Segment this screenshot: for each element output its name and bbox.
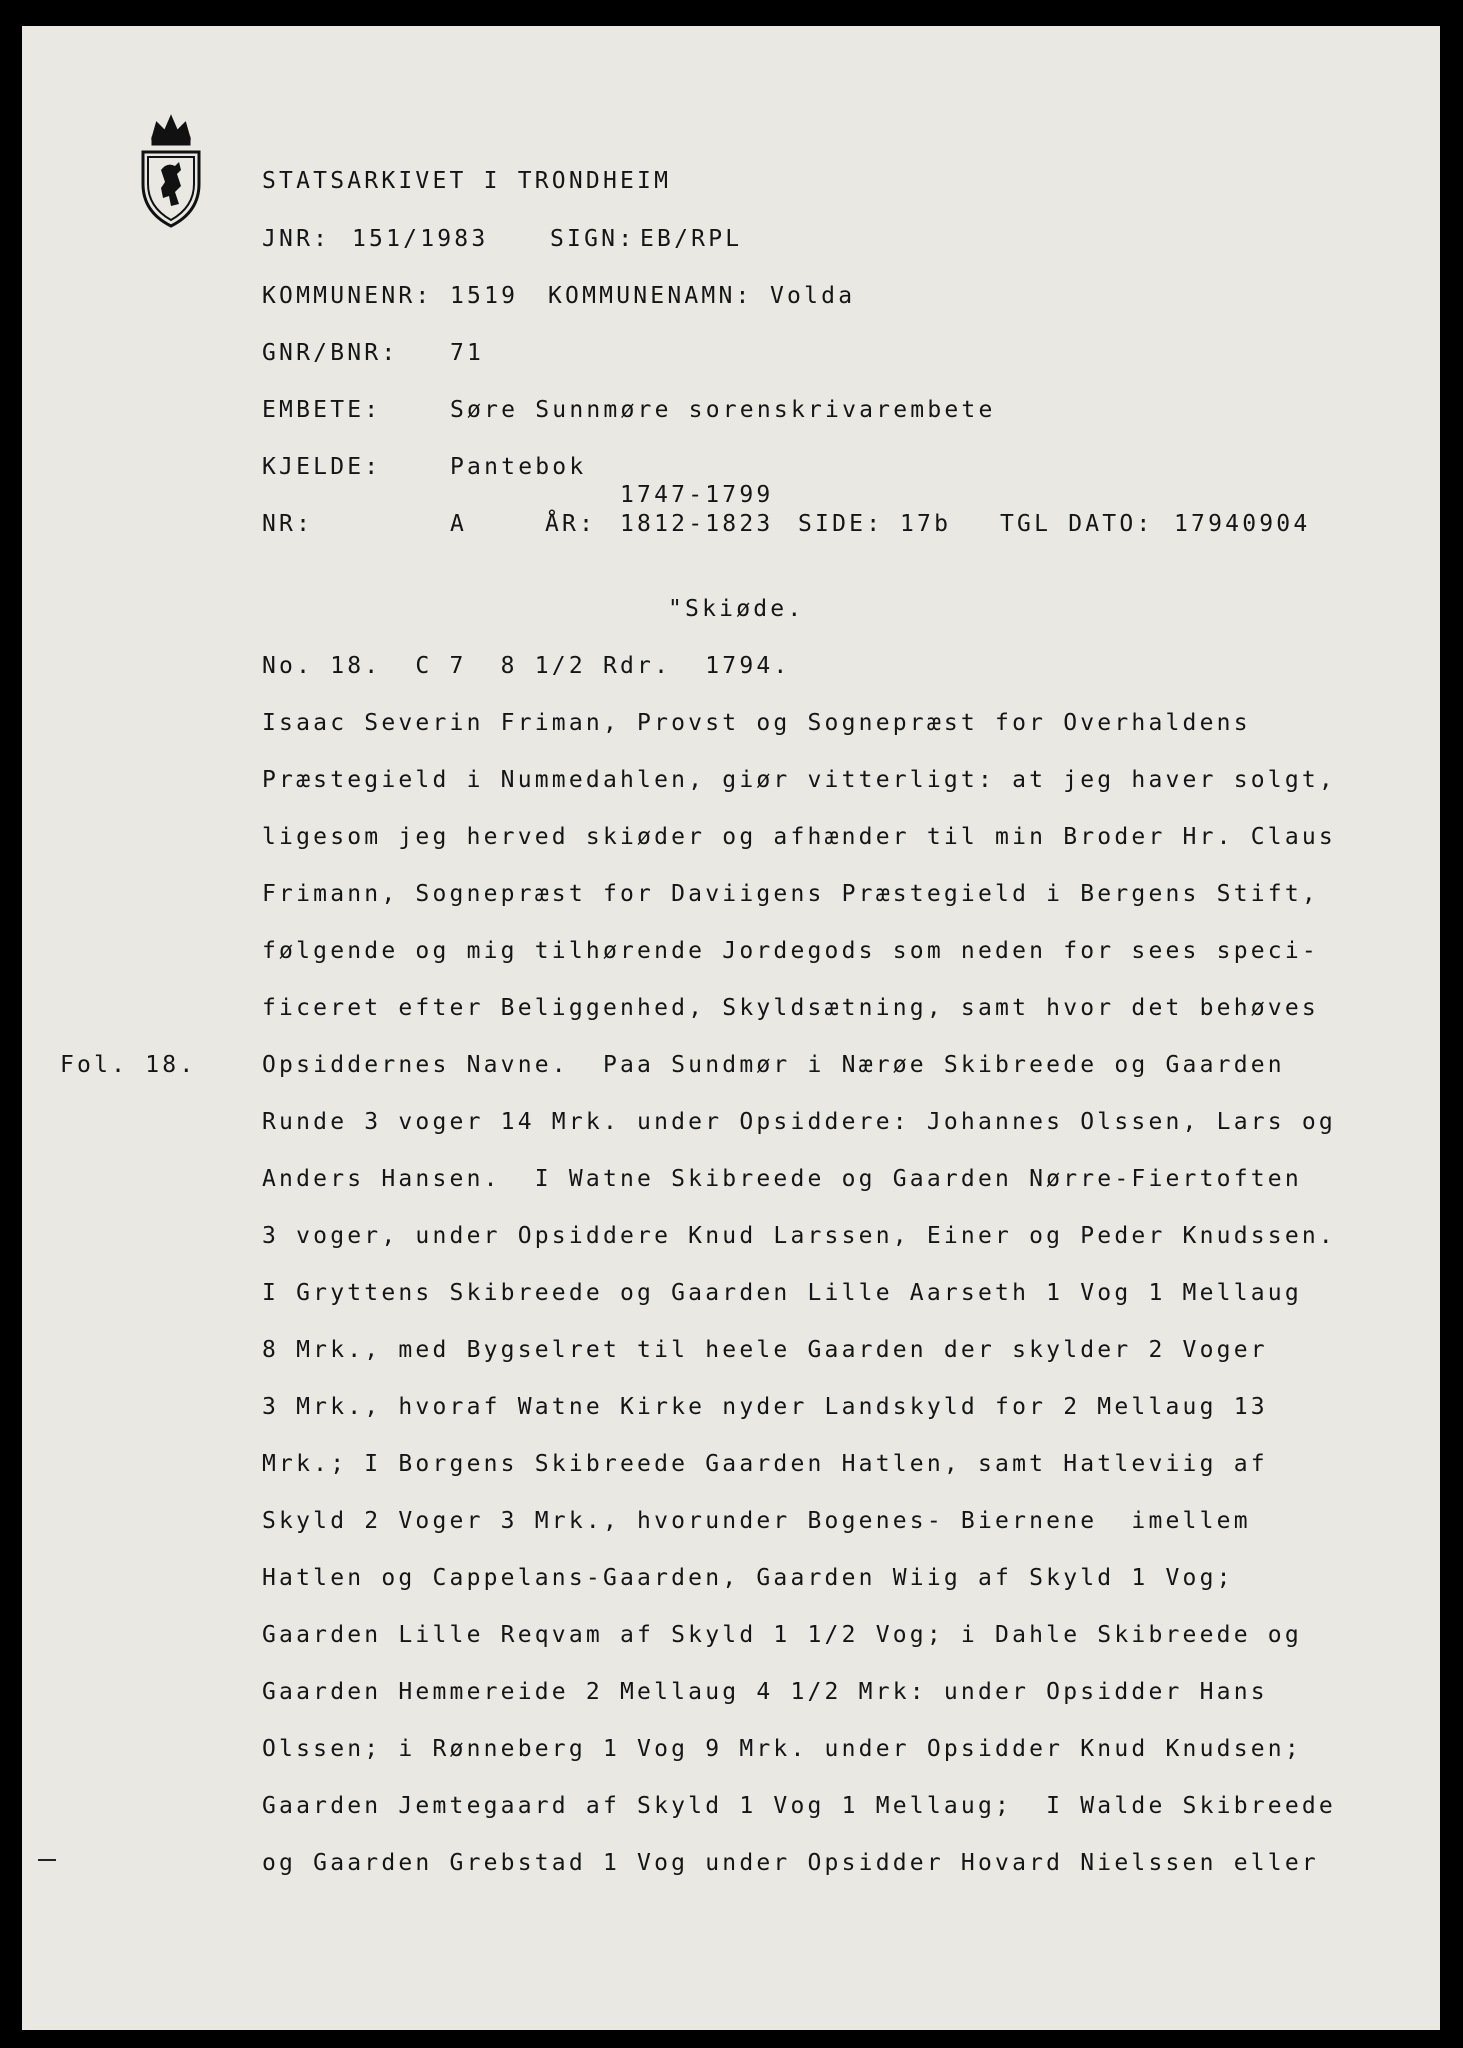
nr-value: A xyxy=(450,511,468,537)
year-range-2: 1812-1823 xyxy=(620,511,774,537)
side-label: SIDE: xyxy=(798,511,884,537)
kommunenamn-value: Volda xyxy=(770,283,856,309)
text-line: Opsiddernes Navne. Paa Sundmør i Nærøe Skibreede og Gaarden xyxy=(262,1052,1285,1078)
sign-label: SIGN: xyxy=(550,226,636,252)
text-line: Olssen; i Rønneberg 1 Vog 9 Mrk. under Opsidder Knud Knudsen; xyxy=(262,1736,1302,1762)
jnr-label: JNR: xyxy=(262,226,331,252)
text-line: Gaarden Hemmereide 2 Mellaug 4 1/2 Mrk: under Opsidder Hans xyxy=(262,1679,1268,1705)
embete-value: Søre Sunnmøre sorenskrivarembete xyxy=(450,397,996,423)
archive-name: STATSARKIVET I TRONDHEIM xyxy=(262,168,672,194)
text-line: og Gaarden Grebstad 1 Vog under Opsidder Hovard Nielssen eller xyxy=(262,1850,1319,1876)
tgl-dato-label: TGL DATO: xyxy=(1000,511,1154,537)
text-line: Præstegield i Nummedahlen, giør vitterligt: at jeg haver solgt, xyxy=(262,767,1336,793)
text-line: Isaac Severin Friman, Provst og Sognepræst for Overhaldens xyxy=(262,710,1251,736)
text-line: Anders Hansen. I Watne Skibreede og Gaarden Nørre-Fiertoften xyxy=(262,1166,1302,1192)
text-line: Frimann, Sognepræst for Daviigens Præstegield i Bergens Stift, xyxy=(262,881,1319,907)
reference-line: No. 18. C 7 8 1/2 Rdr. 1794. xyxy=(262,653,791,679)
margin-dash-mark xyxy=(38,1859,56,1861)
side-value: 17b xyxy=(900,511,952,537)
text-line: Hatlen og Cappelans-Gaarden, Gaarden Wiig af Skyld 1 Vog; xyxy=(262,1565,1234,1591)
text-line: Skyld 2 Voger 3 Mrk., hvorunder Bogenes- Biernene imellem xyxy=(262,1508,1251,1534)
document-heading: "Skiøde. xyxy=(668,596,805,622)
text-line: 3 voger, under Opsiddere Knud Larssen, Einer og Peder Knudssen. xyxy=(262,1223,1336,1249)
tgl-dato-value: 17940904 xyxy=(1174,511,1311,537)
text-line: Runde 3 voger 14 Mrk. under Opsiddere: Johannes Olssen, Lars og xyxy=(262,1109,1336,1135)
jnr-value: 151/1983 xyxy=(352,226,489,252)
kommunenamn-label: KOMMUNENAMN: xyxy=(548,283,753,309)
margin-note: Fol. 18. xyxy=(60,1052,197,1078)
kjelde-value: Pantebok xyxy=(450,454,587,480)
gnrbnr-label: GNR/BNR: xyxy=(262,340,399,366)
gnrbnr-value: 71 xyxy=(450,340,485,366)
text-line: ficeret efter Beliggenhed, Skyldsætning, samt hvor det behøves xyxy=(262,995,1319,1021)
text-line: I Gryttens Skibreede og Gaarden Lille Aarseth 1 Vog 1 Mellaug xyxy=(262,1280,1302,1306)
kjelde-label: KJELDE: xyxy=(262,454,382,480)
text-line: Mrk.; I Borgens Skibreede Gaarden Hatlen, samt Hatleviig af xyxy=(262,1451,1268,1477)
text-line: følgende og mig tilhørende Jordegods som neden for sees speci- xyxy=(262,938,1319,964)
year-range-1: 1747-1799 xyxy=(620,482,774,508)
text-line: ligesom jeg herved skiøder og afhænder til min Broder Hr. Claus xyxy=(262,824,1336,850)
text-line: Gaarden Lille Reqvam af Skyld 1 1/2 Vog; i Dahle Skibreede og xyxy=(262,1622,1302,1648)
text-line: 8 Mrk., med Bygselret til heele Gaarden der skylder 2 Voger xyxy=(262,1337,1268,1363)
kommunenr-label: KOMMUNENR: xyxy=(262,283,433,309)
nr-label: NR: xyxy=(262,511,314,537)
aar-label: ÅR: xyxy=(545,511,597,537)
text-line: Gaarden Jemtegaard af Skyld 1 Vog 1 Mellaug; I Walde Skibreede xyxy=(262,1793,1336,1819)
sign-value: EB/RPL xyxy=(640,226,743,252)
kommunenr-value: 1519 xyxy=(450,283,519,309)
embete-label: EMBETE: xyxy=(262,397,382,423)
document-page xyxy=(22,26,1440,2030)
norwegian-coat-of-arms-icon xyxy=(139,112,203,230)
text-line: 3 Mrk., hvoraf Watne Kirke nyder Landskyld for 2 Mellaug 13 xyxy=(262,1394,1268,1420)
